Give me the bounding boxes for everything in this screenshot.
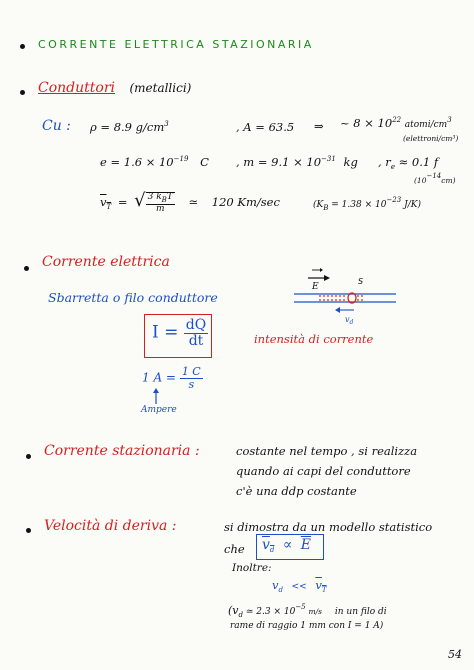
charge-unit: C <box>200 155 209 169</box>
atom-density <box>340 116 452 130</box>
radius-value: ≈ 0.1 f <box>398 155 439 169</box>
thermal-velocity-formula <box>100 190 280 214</box>
page-number: 54 <box>448 648 462 661</box>
density-value: ~ 8 × 10 <box>340 116 393 130</box>
cmp-symbol: << <box>291 582 307 592</box>
cmp-vt-sub: T <box>321 586 327 594</box>
mass-unit: kg <box>343 155 358 169</box>
prop-v: v <box>262 537 270 553</box>
vt-denominator: m <box>155 203 165 214</box>
inoltre-label: Inoltre: <box>232 562 272 574</box>
atomic-mass: , A = 63.5 <box>236 120 295 134</box>
ex-value: ≃ 2.3 × 10 <box>245 607 296 617</box>
velocity-comparison <box>272 578 327 594</box>
deriva-che: che <box>224 542 245 556</box>
proportionality <box>262 537 311 554</box>
density-unit: atomi/cm <box>404 120 448 130</box>
cu-label: Cu : <box>42 118 71 134</box>
electron-charge <box>100 155 209 169</box>
page-title: CORRENTE ELETTRICA STAZIONARIA <box>38 38 314 51</box>
sqrt-sign: √ <box>134 190 146 211</box>
cmp-v: v <box>272 578 279 592</box>
ex-unit: m/s <box>308 607 323 616</box>
mass-exp: −31 <box>321 155 336 163</box>
electron-mass <box>236 155 358 169</box>
e-field-arrow <box>308 268 330 281</box>
prop-sub: d <box>269 546 275 554</box>
sbarretta-label: Sbarretta o filo conduttore <box>48 290 218 305</box>
intensita-label: intensità di corrente <box>254 332 374 346</box>
vt-value: 120 Km/sec <box>211 195 280 209</box>
stazionaria-line-2: quando ai capi del conduttore <box>236 464 411 478</box>
conduttori-note: (metallici) <box>129 81 192 95</box>
kb-exp: −23 <box>386 196 402 204</box>
wire-diagram <box>290 266 400 326</box>
ampere-fraction <box>180 366 203 390</box>
drift-example-line-2: rame di raggio 1 mm con I = 1 A) <box>230 621 384 631</box>
vt-sub: T <box>106 203 112 211</box>
current-denominator: dt <box>188 332 204 349</box>
ampere-numerator: 1 C <box>181 365 201 378</box>
cmp-sub: d <box>278 586 283 594</box>
vt-lhs <box>100 195 111 209</box>
radius-note-unit: cm) <box>441 176 456 185</box>
bullet-dot <box>26 454 31 459</box>
charge-label: e = 1.6 × 10 <box>100 155 174 169</box>
ex-exp: −5 <box>295 603 306 611</box>
ampere-definition <box>142 366 203 390</box>
vt-approx: ≃ <box>188 195 199 209</box>
rho-formula <box>90 120 169 134</box>
section-heading-deriva: Velocità di deriva : <box>44 518 177 534</box>
cmp-vt <box>315 578 326 592</box>
vt-symbol: v <box>100 195 107 209</box>
electron-radius <box>378 155 438 171</box>
conduttori-heading-text: Conduttori <box>38 80 115 96</box>
radius-note <box>414 172 456 185</box>
electron-density-note: (elettroni/cm³) <box>403 134 459 143</box>
radius-sub: e <box>390 163 395 171</box>
bullet-dot <box>20 90 25 95</box>
radius-note-exp: −14 <box>426 172 442 180</box>
current-lhs: I = <box>152 322 179 343</box>
kb-sub: B <box>323 204 329 212</box>
surface-label: S <box>358 277 364 286</box>
drift-example-line-1 <box>228 603 387 619</box>
rho-exp: 3 <box>164 120 169 128</box>
stazionaria-line-3: c'è una ddp costante <box>236 484 357 498</box>
ampere-lhs: 1 A = <box>142 370 176 385</box>
mass-label: , m = 9.1 × 10 <box>236 155 322 169</box>
prop-vd <box>262 537 274 553</box>
deriva-line-1: si dimostra da un modello statistico <box>224 520 433 534</box>
radius-note-base: (10 <box>414 176 427 185</box>
section-heading-corrente: Corrente elettrica <box>42 254 170 270</box>
prop-E: $\overline{E}$ <box>300 537 312 553</box>
vt-equals: = <box>117 195 128 209</box>
vt-num-text: 3 k <box>147 191 162 202</box>
bullet-dot <box>24 266 29 271</box>
density-unit-exp: 3 <box>447 116 452 124</box>
ex-open: (v <box>228 604 239 617</box>
vt-fraction <box>146 192 175 215</box>
boltzmann-constant <box>313 196 421 212</box>
section-heading-stazionaria: Corrente stazionaria : <box>44 443 200 459</box>
vt-num-T: T <box>166 191 173 202</box>
kb-value: = 1.38 × 10 <box>331 200 387 210</box>
density-exp: 22 <box>392 116 402 124</box>
current-definition <box>152 318 208 348</box>
bullet-dot <box>26 528 31 533</box>
ex-rest: in un filo di <box>334 607 387 617</box>
current-fraction <box>184 318 208 348</box>
ampere-denominator: s <box>188 377 195 391</box>
ex-sub: d <box>238 611 243 619</box>
bullet-dot <box>20 44 25 49</box>
kb-label: (K <box>313 200 324 210</box>
ampere-unit-name: Ampere <box>141 405 177 415</box>
drift-velocity-arrow <box>335 307 354 313</box>
section-heading-conduttori <box>38 80 191 96</box>
prop-symbol: ∝ <box>282 537 293 553</box>
vd-label: $v_d$ <box>345 315 354 326</box>
implies-arrow: ⇒ <box>314 119 324 133</box>
radius-label: , r <box>378 155 391 169</box>
charge-exp: −19 <box>173 155 189 163</box>
kb-unit: J/K) <box>404 200 421 210</box>
stazionaria-line-1: costante nel tempo , si realizza <box>236 444 418 458</box>
cmp-vt-symbol: v <box>315 578 322 592</box>
up-arrow-icon <box>151 388 161 404</box>
rho-label: ρ = 8.9 g/cm <box>90 120 165 134</box>
current-numerator: dQ <box>185 317 207 333</box>
vt-num-sub: B <box>161 195 167 204</box>
e-field-label: E <box>312 282 319 292</box>
